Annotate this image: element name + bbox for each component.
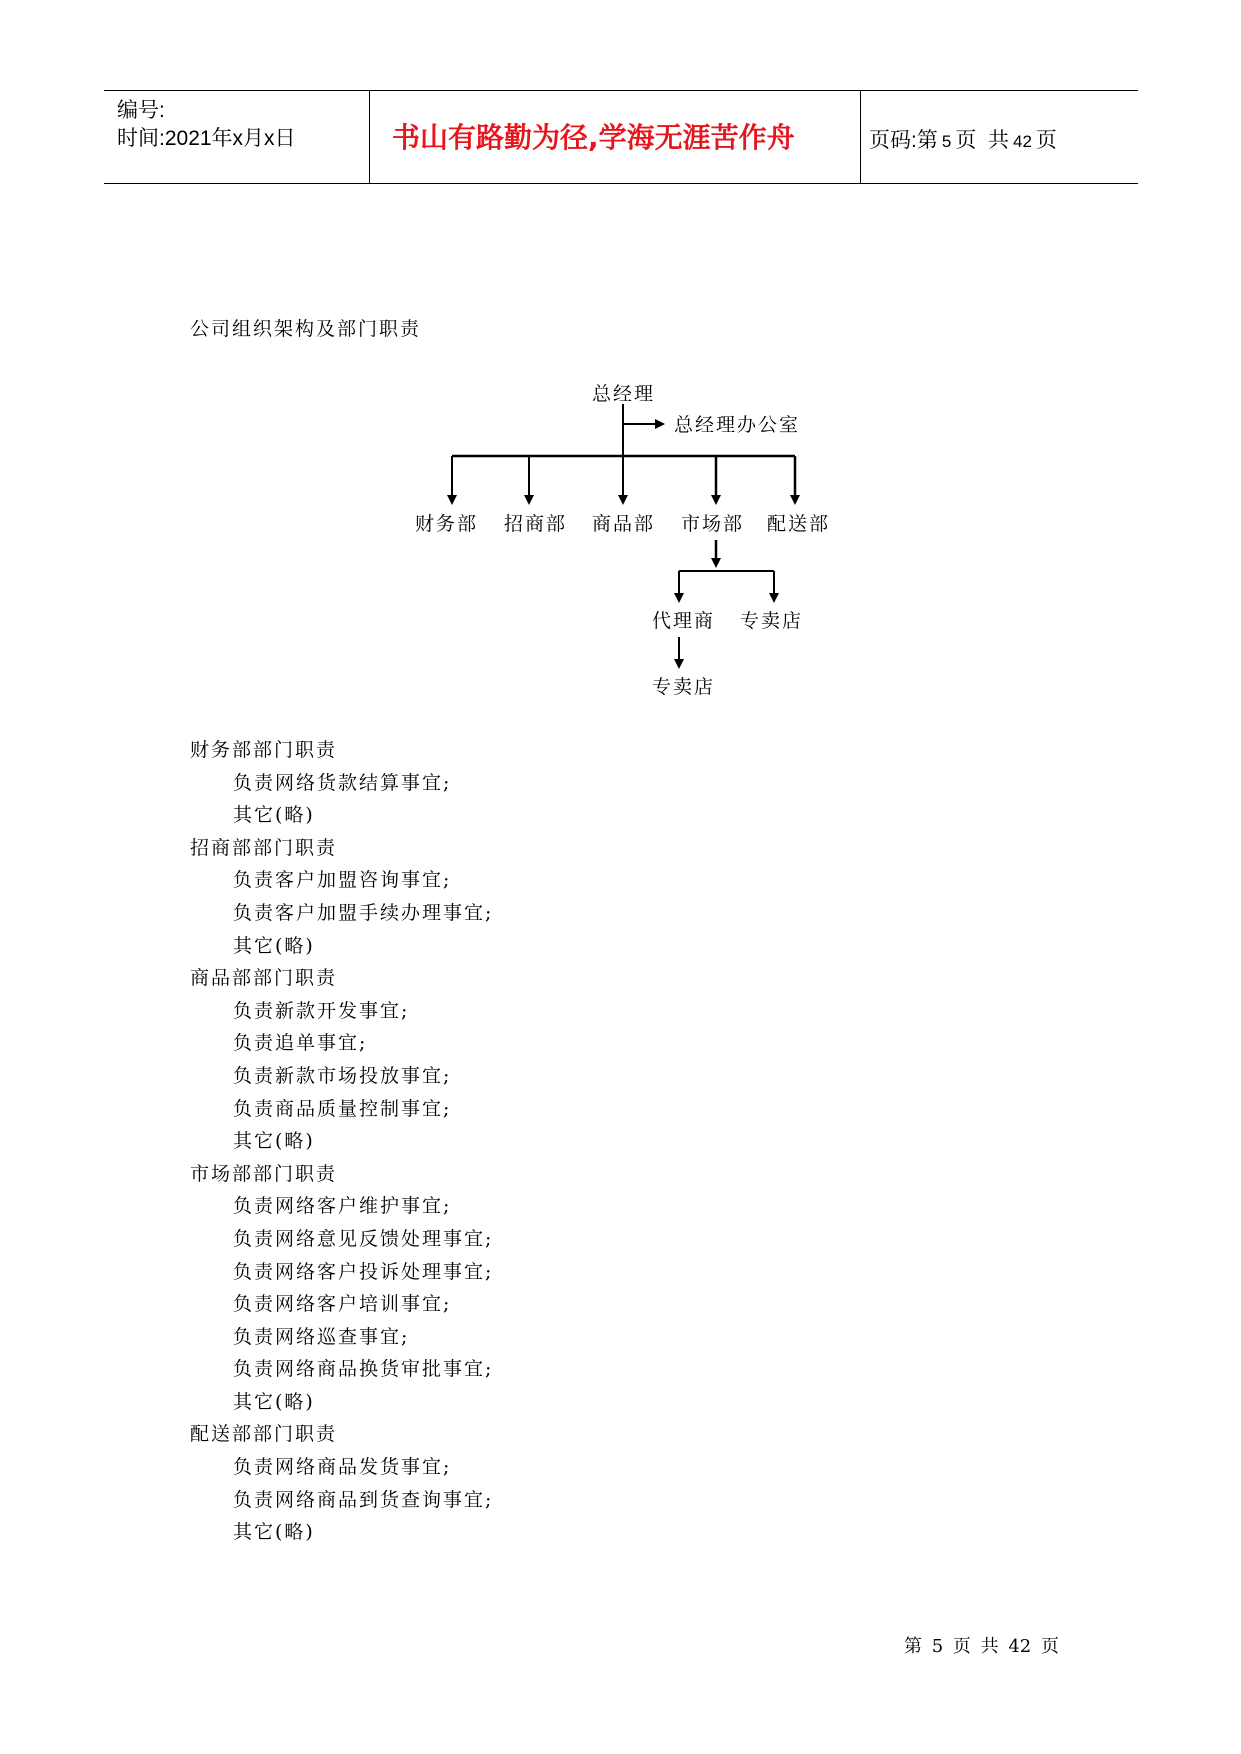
duty-item: 负责网络客户投诉处理事宜;	[233, 1260, 494, 1283]
duty-item: 负责网络客户培训事宜;	[233, 1293, 452, 1316]
org-node-recruit: 招商部	[504, 513, 568, 535]
department-duties	[190, 734, 493, 1549]
duty-section-product	[190, 962, 493, 1158]
duty-section-delivery	[190, 1418, 493, 1548]
org-node-market: 市场部	[681, 513, 745, 535]
duty-item: 负责网络商品发货事宜;	[233, 1456, 452, 1479]
header-time-label: 时间:2021年x月x日	[117, 127, 296, 150]
duty-item: 负责网络商品换货审批事宜;	[233, 1358, 494, 1381]
duty-section-finance	[190, 734, 493, 832]
org-node-delivery: 配送部	[767, 513, 831, 535]
page-code-prefix: 页码:第	[869, 129, 938, 152]
duty-item: 负责网络客户维护事宜;	[233, 1195, 452, 1218]
duty-item: 负责客户加盟咨询事宜;	[233, 869, 452, 892]
duty-heading: 市场部部门职责	[190, 1162, 338, 1185]
duty-item: 负责追单事宜;	[233, 1032, 368, 1055]
duty-heading: 财务部部门职责	[190, 739, 338, 761]
page-code-current: 5	[941, 132, 952, 151]
duty-item: 其它(略)	[233, 1390, 315, 1413]
org-node-root: 总经理	[592, 383, 656, 405]
duty-item: 负责客户加盟手续办理事宜;	[233, 901, 494, 924]
duty-item: 负责新款开发事宜;	[233, 999, 410, 1022]
header-motto: 书山有路勤为径,学海无涯苦作舟	[392, 121, 795, 154]
footer-page-number: 第 5 页 共 42 页	[904, 1636, 1059, 1657]
duty-item: 负责网络巡查事宜;	[233, 1325, 410, 1348]
org-node-agent: 代理商	[652, 610, 716, 632]
duty-section-market	[190, 1158, 493, 1419]
org-node-store: 专卖店	[740, 610, 804, 632]
page-code-total: 42	[1012, 132, 1032, 151]
org-node-office: 总经理办公室	[674, 414, 801, 436]
duty-item: 负责商品质量控制事宜;	[233, 1097, 452, 1120]
duty-heading: 招商部部门职责	[190, 836, 338, 859]
header-number-label: 编号:	[117, 99, 165, 122]
document-title: 公司组织架构及部门职责	[190, 318, 422, 340]
duty-item: 负责网络意见反馈处理事宜;	[233, 1227, 494, 1250]
page-code-suffix: 页	[1035, 129, 1057, 152]
duty-heading: 商品部部门职责	[190, 967, 338, 990]
org-node-agent-store: 专卖店	[652, 676, 716, 698]
org-node-finance: 财务部	[415, 513, 479, 535]
duty-item: 其它(略)	[233, 934, 315, 957]
duty-section-recruit	[190, 832, 493, 962]
duty-item: 负责网络商品到货查询事宜;	[233, 1488, 494, 1511]
duty-item: 负责网络货款结算事宜;	[233, 771, 452, 794]
duty-item: 负责新款市场投放事宜;	[233, 1064, 452, 1087]
duty-item: 其它(略)	[233, 1130, 315, 1153]
duty-heading: 配送部部门职责	[190, 1423, 338, 1446]
duty-item: 其它(略)	[233, 804, 315, 827]
duty-item: 其它(略)	[233, 1521, 315, 1544]
page-code-middle: 页 共	[955, 129, 1009, 152]
org-node-product: 商品部	[592, 513, 656, 535]
